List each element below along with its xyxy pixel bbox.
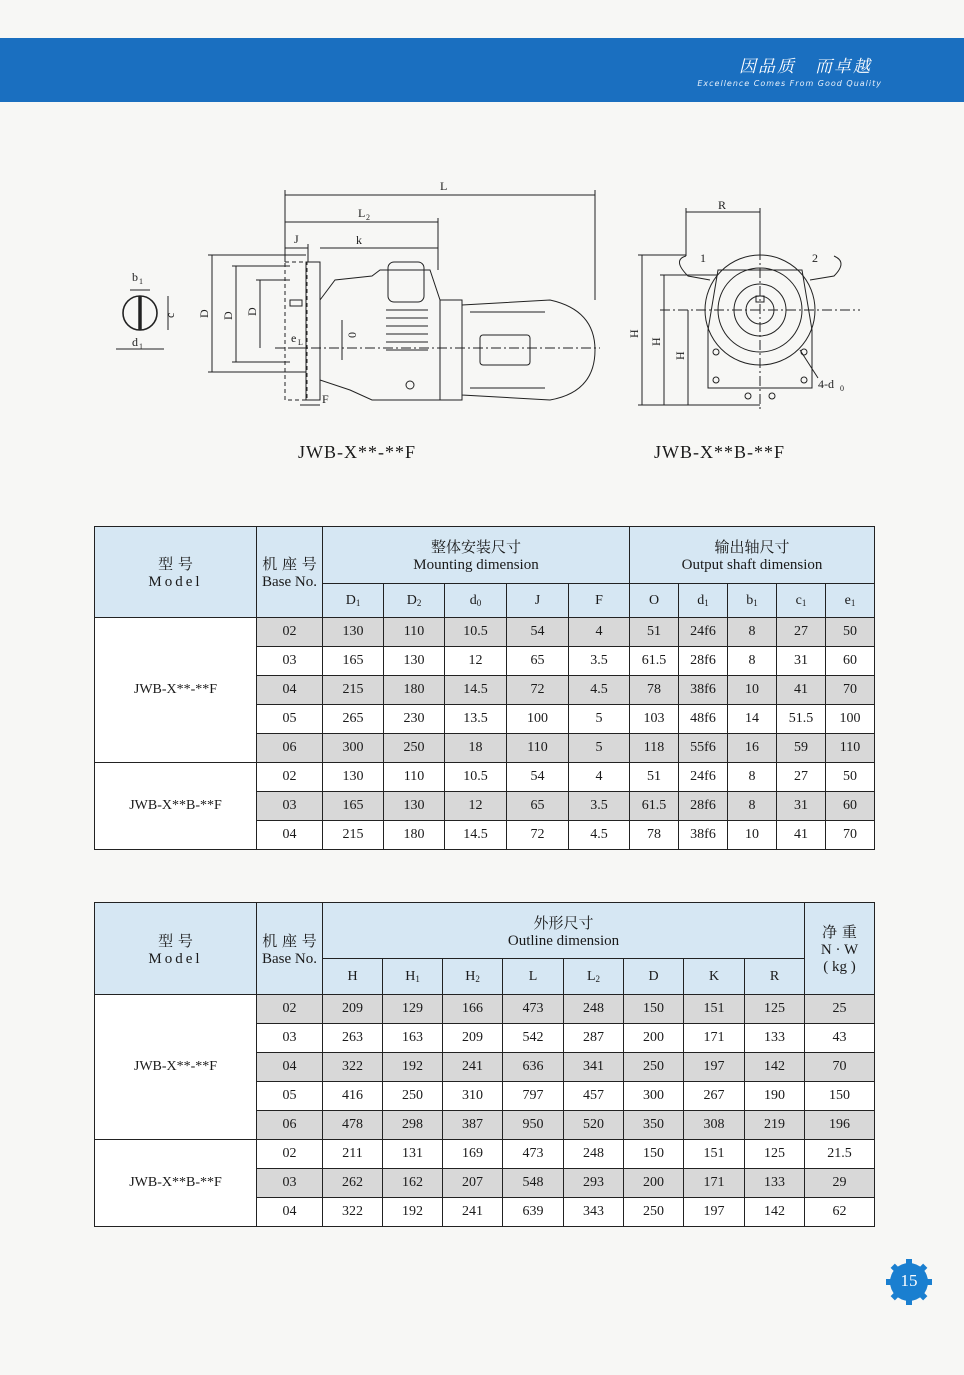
base-no-cell: 04: [257, 1053, 323, 1082]
value-cell: 130: [323, 618, 384, 647]
value-cell: 118: [630, 734, 679, 763]
value-cell: 142: [745, 1053, 805, 1082]
zero-label: 0: [345, 332, 359, 338]
value-cell: 322: [323, 1053, 383, 1082]
value-cell: 200: [624, 1024, 684, 1053]
value-cell: 3.5: [569, 792, 630, 821]
value-cell: 341: [564, 1053, 624, 1082]
column-header: $H_2$: [443, 959, 503, 995]
value-cell: 31: [777, 792, 826, 821]
value-cell: 8: [728, 763, 777, 792]
caption-left: JWB-X**-**F: [298, 442, 416, 462]
shaft-section-view: [116, 290, 168, 349]
value-cell: 41: [777, 676, 826, 705]
L2-label: L: [358, 206, 366, 220]
value-cell: 151: [684, 995, 745, 1024]
value-cell: 24f6: [679, 763, 728, 792]
svg-text:1: 1: [139, 342, 143, 351]
value-cell: 150: [805, 1082, 875, 1111]
value-cell: 639: [503, 1198, 564, 1227]
value-cell: 473: [503, 995, 564, 1024]
value-cell: 50: [826, 763, 875, 792]
value-cell: 219: [745, 1111, 805, 1140]
value-cell: 43: [805, 1024, 875, 1053]
column-header: J: [507, 584, 569, 618]
value-cell: 263: [323, 1024, 383, 1053]
column-header: K: [684, 959, 745, 995]
value-cell: 8: [728, 647, 777, 676]
value-cell: 10.5: [445, 618, 507, 647]
value-cell: 416: [323, 1082, 383, 1111]
outline-dimension-table: [94, 902, 875, 1227]
value-cell: 54: [507, 763, 569, 792]
value-cell: 150: [624, 995, 684, 1024]
value-cell: 166: [443, 995, 503, 1024]
value-cell: 150: [624, 1140, 684, 1169]
value-cell: 61.5: [630, 647, 679, 676]
value-cell: 343: [564, 1198, 624, 1227]
header-banner: [0, 38, 964, 102]
value-cell: 162: [383, 1169, 443, 1198]
callout-2: 2: [812, 251, 818, 265]
value-cell: 248: [564, 995, 624, 1024]
value-cell: 308: [684, 1111, 745, 1140]
value-cell: 169: [443, 1140, 503, 1169]
value-cell: 797: [503, 1082, 564, 1111]
value-cell: 196: [805, 1111, 875, 1140]
column-header: $D_1$: [323, 584, 384, 618]
side-view: [208, 190, 600, 405]
base-no-cell: 04: [257, 1198, 323, 1227]
value-cell: 14.5: [445, 676, 507, 705]
value-cell: 215: [323, 821, 384, 850]
value-cell: 209: [323, 995, 383, 1024]
value-cell: 129: [383, 995, 443, 1024]
svg-text:2: 2: [366, 213, 370, 222]
value-cell: 65: [507, 792, 569, 821]
value-cell: 5: [569, 705, 630, 734]
value-cell: 72: [507, 821, 569, 850]
model-header: 型 号 Model: [95, 903, 257, 995]
value-cell: 636: [503, 1053, 564, 1082]
base-header: 机 座 号 Base No.: [257, 527, 323, 618]
value-cell: 197: [684, 1053, 745, 1082]
value-cell: 3.5: [569, 647, 630, 676]
value-cell: 4: [569, 763, 630, 792]
value-cell: 133: [745, 1169, 805, 1198]
value-cell: 70: [805, 1053, 875, 1082]
value-cell: 110: [507, 734, 569, 763]
value-cell: 29: [805, 1169, 875, 1198]
D1-label: D: [221, 311, 235, 320]
value-cell: 520: [564, 1111, 624, 1140]
value-cell: 27: [777, 618, 826, 647]
value-cell: 14.5: [445, 821, 507, 850]
value-cell: 24f6: [679, 618, 728, 647]
value-cell: 54: [507, 618, 569, 647]
value-cell: 110: [826, 734, 875, 763]
value-cell: 110: [384, 763, 445, 792]
weight-header: 净 重 N · W ( kg ): [805, 903, 875, 995]
svg-text:0: 0: [840, 384, 844, 393]
value-cell: 38f6: [679, 676, 728, 705]
value-cell: 180: [384, 676, 445, 705]
value-cell: 78: [630, 676, 679, 705]
base-no-cell: 02: [257, 618, 323, 647]
value-cell: 200: [624, 1169, 684, 1198]
value-cell: 28f6: [679, 647, 728, 676]
H1-label: H: [673, 351, 687, 360]
svg-text:1: 1: [139, 277, 143, 286]
value-cell: 100: [826, 705, 875, 734]
value-cell: 51.5: [777, 705, 826, 734]
value-cell: 133: [745, 1024, 805, 1053]
model-cell: JWB-X**B-**F: [95, 1140, 257, 1227]
b1-label: b: [132, 270, 138, 284]
R-label: R: [718, 198, 727, 212]
value-cell: 165: [323, 647, 384, 676]
value-cell: 171: [684, 1169, 745, 1198]
value-cell: 478: [323, 1111, 383, 1140]
value-cell: 192: [383, 1053, 443, 1082]
value-cell: 31: [777, 647, 826, 676]
value-cell: 207: [443, 1169, 503, 1198]
column-header: $b_1$: [728, 584, 777, 618]
base-no-cell: 03: [257, 647, 323, 676]
page-number-badge: [885, 1258, 933, 1306]
value-cell: 197: [684, 1198, 745, 1227]
column-header: L: [503, 959, 564, 995]
value-cell: 12: [445, 792, 507, 821]
value-cell: 241: [443, 1053, 503, 1082]
value-cell: 387: [443, 1111, 503, 1140]
value-cell: 950: [503, 1111, 564, 1140]
value-cell: 28f6: [679, 792, 728, 821]
D2-label: D: [245, 307, 259, 316]
value-cell: 298: [383, 1111, 443, 1140]
k-label: k: [356, 233, 362, 247]
value-cell: 70: [826, 821, 875, 850]
value-cell: 130: [323, 763, 384, 792]
value-cell: 322: [323, 1198, 383, 1227]
value-cell: 131: [383, 1140, 443, 1169]
value-cell: 350: [624, 1111, 684, 1140]
value-cell: 300: [624, 1082, 684, 1111]
base-no-cell: 04: [257, 821, 323, 850]
column-header: $e_1$: [826, 584, 875, 618]
base-no-cell: 03: [257, 792, 323, 821]
L-label: L: [440, 179, 448, 193]
value-cell: 548: [503, 1169, 564, 1198]
outline-header: 外形尺寸 Outline dimension: [323, 903, 805, 959]
value-cell: 100: [507, 705, 569, 734]
value-cell: 130: [384, 647, 445, 676]
value-cell: 10.5: [445, 763, 507, 792]
value-cell: 287: [564, 1024, 624, 1053]
value-cell: 171: [684, 1024, 745, 1053]
value-cell: 542: [503, 1024, 564, 1053]
base-no-cell: 03: [257, 1169, 323, 1198]
value-cell: 265: [323, 705, 384, 734]
page-number: 15: [900, 1271, 918, 1290]
value-cell: 103: [630, 705, 679, 734]
table-row: [95, 618, 875, 647]
value-cell: 59: [777, 734, 826, 763]
base-no-cell: 05: [257, 1082, 323, 1111]
value-cell: 38f6: [679, 821, 728, 850]
value-cell: 250: [384, 734, 445, 763]
value-cell: 50: [826, 618, 875, 647]
value-cell: 457: [564, 1082, 624, 1111]
value-cell: 248: [564, 1140, 624, 1169]
value-cell: 310: [443, 1082, 503, 1111]
column-header: $c_1$: [777, 584, 826, 618]
value-cell: 215: [323, 676, 384, 705]
value-cell: 130: [384, 792, 445, 821]
shaft-header: 输出轴尺寸 Output shaft dimension: [630, 527, 875, 584]
column-header: $H_1$: [383, 959, 443, 995]
value-cell: 4.5: [569, 676, 630, 705]
value-cell: 14: [728, 705, 777, 734]
value-cell: 230: [384, 705, 445, 734]
table-row: [95, 1140, 875, 1169]
value-cell: 78: [630, 821, 679, 850]
column-header: $d_0$: [445, 584, 507, 618]
d0-label: 4-d: [818, 377, 834, 391]
column-header: $D_2$: [384, 584, 445, 618]
base-no-cell: 05: [257, 705, 323, 734]
value-cell: 165: [323, 792, 384, 821]
value-cell: 4.5: [569, 821, 630, 850]
base-no-cell: 06: [257, 734, 323, 763]
value-cell: 51: [630, 618, 679, 647]
base-no-cell: 04: [257, 676, 323, 705]
column-header: $d_1$: [679, 584, 728, 618]
value-cell: 16: [728, 734, 777, 763]
base-header: 机 座 号 Base No.: [257, 903, 323, 995]
value-cell: 4: [569, 618, 630, 647]
value-cell: 10: [728, 821, 777, 850]
value-cell: 72: [507, 676, 569, 705]
value-cell: 48f6: [679, 705, 728, 734]
base-no-cell: 02: [257, 1140, 323, 1169]
value-cell: 65: [507, 647, 569, 676]
column-header: $L_2$: [564, 959, 624, 995]
column-header: D: [624, 959, 684, 995]
d1-label: d: [132, 335, 138, 349]
value-cell: 27: [777, 763, 826, 792]
table-row: [95, 995, 875, 1024]
value-cell: 8: [728, 618, 777, 647]
slogan-english: Excellence Comes From Good Quality: [697, 79, 882, 88]
value-cell: 62: [805, 1198, 875, 1227]
value-cell: 41: [777, 821, 826, 850]
value-cell: 151: [684, 1140, 745, 1169]
model-cell: JWB-X**-**F: [95, 618, 257, 763]
H2-label: H: [649, 337, 663, 346]
caption-right: JWB-X**B-**F: [654, 442, 786, 462]
value-cell: 293: [564, 1169, 624, 1198]
value-cell: 142: [745, 1198, 805, 1227]
c1-label: c: [163, 312, 177, 318]
value-cell: 125: [745, 1140, 805, 1169]
value-cell: 250: [383, 1082, 443, 1111]
value-cell: 211: [323, 1140, 383, 1169]
D-label: D: [197, 309, 211, 318]
value-cell: 10: [728, 676, 777, 705]
model-cell: JWB-X**B-**F: [95, 763, 257, 850]
value-cell: 473: [503, 1140, 564, 1169]
value-cell: 51: [630, 763, 679, 792]
value-cell: 61.5: [630, 792, 679, 821]
value-cell: 192: [383, 1198, 443, 1227]
F-label: F: [322, 392, 329, 406]
column-header: R: [745, 959, 805, 995]
J-label: J: [294, 232, 299, 246]
base-no-cell: 02: [257, 995, 323, 1024]
value-cell: 180: [384, 821, 445, 850]
value-cell: 241: [443, 1198, 503, 1227]
base-no-cell: 03: [257, 1024, 323, 1053]
value-cell: 13.5: [445, 705, 507, 734]
value-cell: 55f6: [679, 734, 728, 763]
value-cell: 250: [624, 1198, 684, 1227]
value-cell: 8: [728, 792, 777, 821]
model-cell: JWB-X**-**F: [95, 995, 257, 1140]
value-cell: 60: [826, 792, 875, 821]
base-no-cell: 06: [257, 1111, 323, 1140]
H-label: H: [627, 329, 641, 338]
value-cell: 110: [384, 618, 445, 647]
value-cell: 70: [826, 676, 875, 705]
eL-label: e: [291, 331, 297, 345]
value-cell: 60: [826, 647, 875, 676]
value-cell: 300: [323, 734, 384, 763]
value-cell: 209: [443, 1024, 503, 1053]
value-cell: 190: [745, 1082, 805, 1111]
value-cell: 25: [805, 995, 875, 1024]
value-cell: 5: [569, 734, 630, 763]
model-header: 型 号 Model: [95, 527, 257, 618]
value-cell: 163: [383, 1024, 443, 1053]
slogan-chinese: 因品质 而卓越: [739, 57, 872, 77]
table-row: [95, 763, 875, 792]
column-header: F: [569, 584, 630, 618]
mounting-shaft-table: [94, 526, 875, 850]
column-header: O: [630, 584, 679, 618]
value-cell: 18: [445, 734, 507, 763]
base-no-cell: 02: [257, 763, 323, 792]
callout-1: 1: [700, 251, 706, 265]
value-cell: 12: [445, 647, 507, 676]
value-cell: 250: [624, 1053, 684, 1082]
technical-drawing: [0, 110, 964, 470]
value-cell: 21.5: [805, 1140, 875, 1169]
value-cell: 262: [323, 1169, 383, 1198]
column-header: H: [323, 959, 383, 995]
mounting-header: 整体安装尺寸 Mounting dimension: [323, 527, 630, 584]
value-cell: 125: [745, 995, 805, 1024]
svg-text:L: L: [298, 338, 303, 347]
value-cell: 267: [684, 1082, 745, 1111]
